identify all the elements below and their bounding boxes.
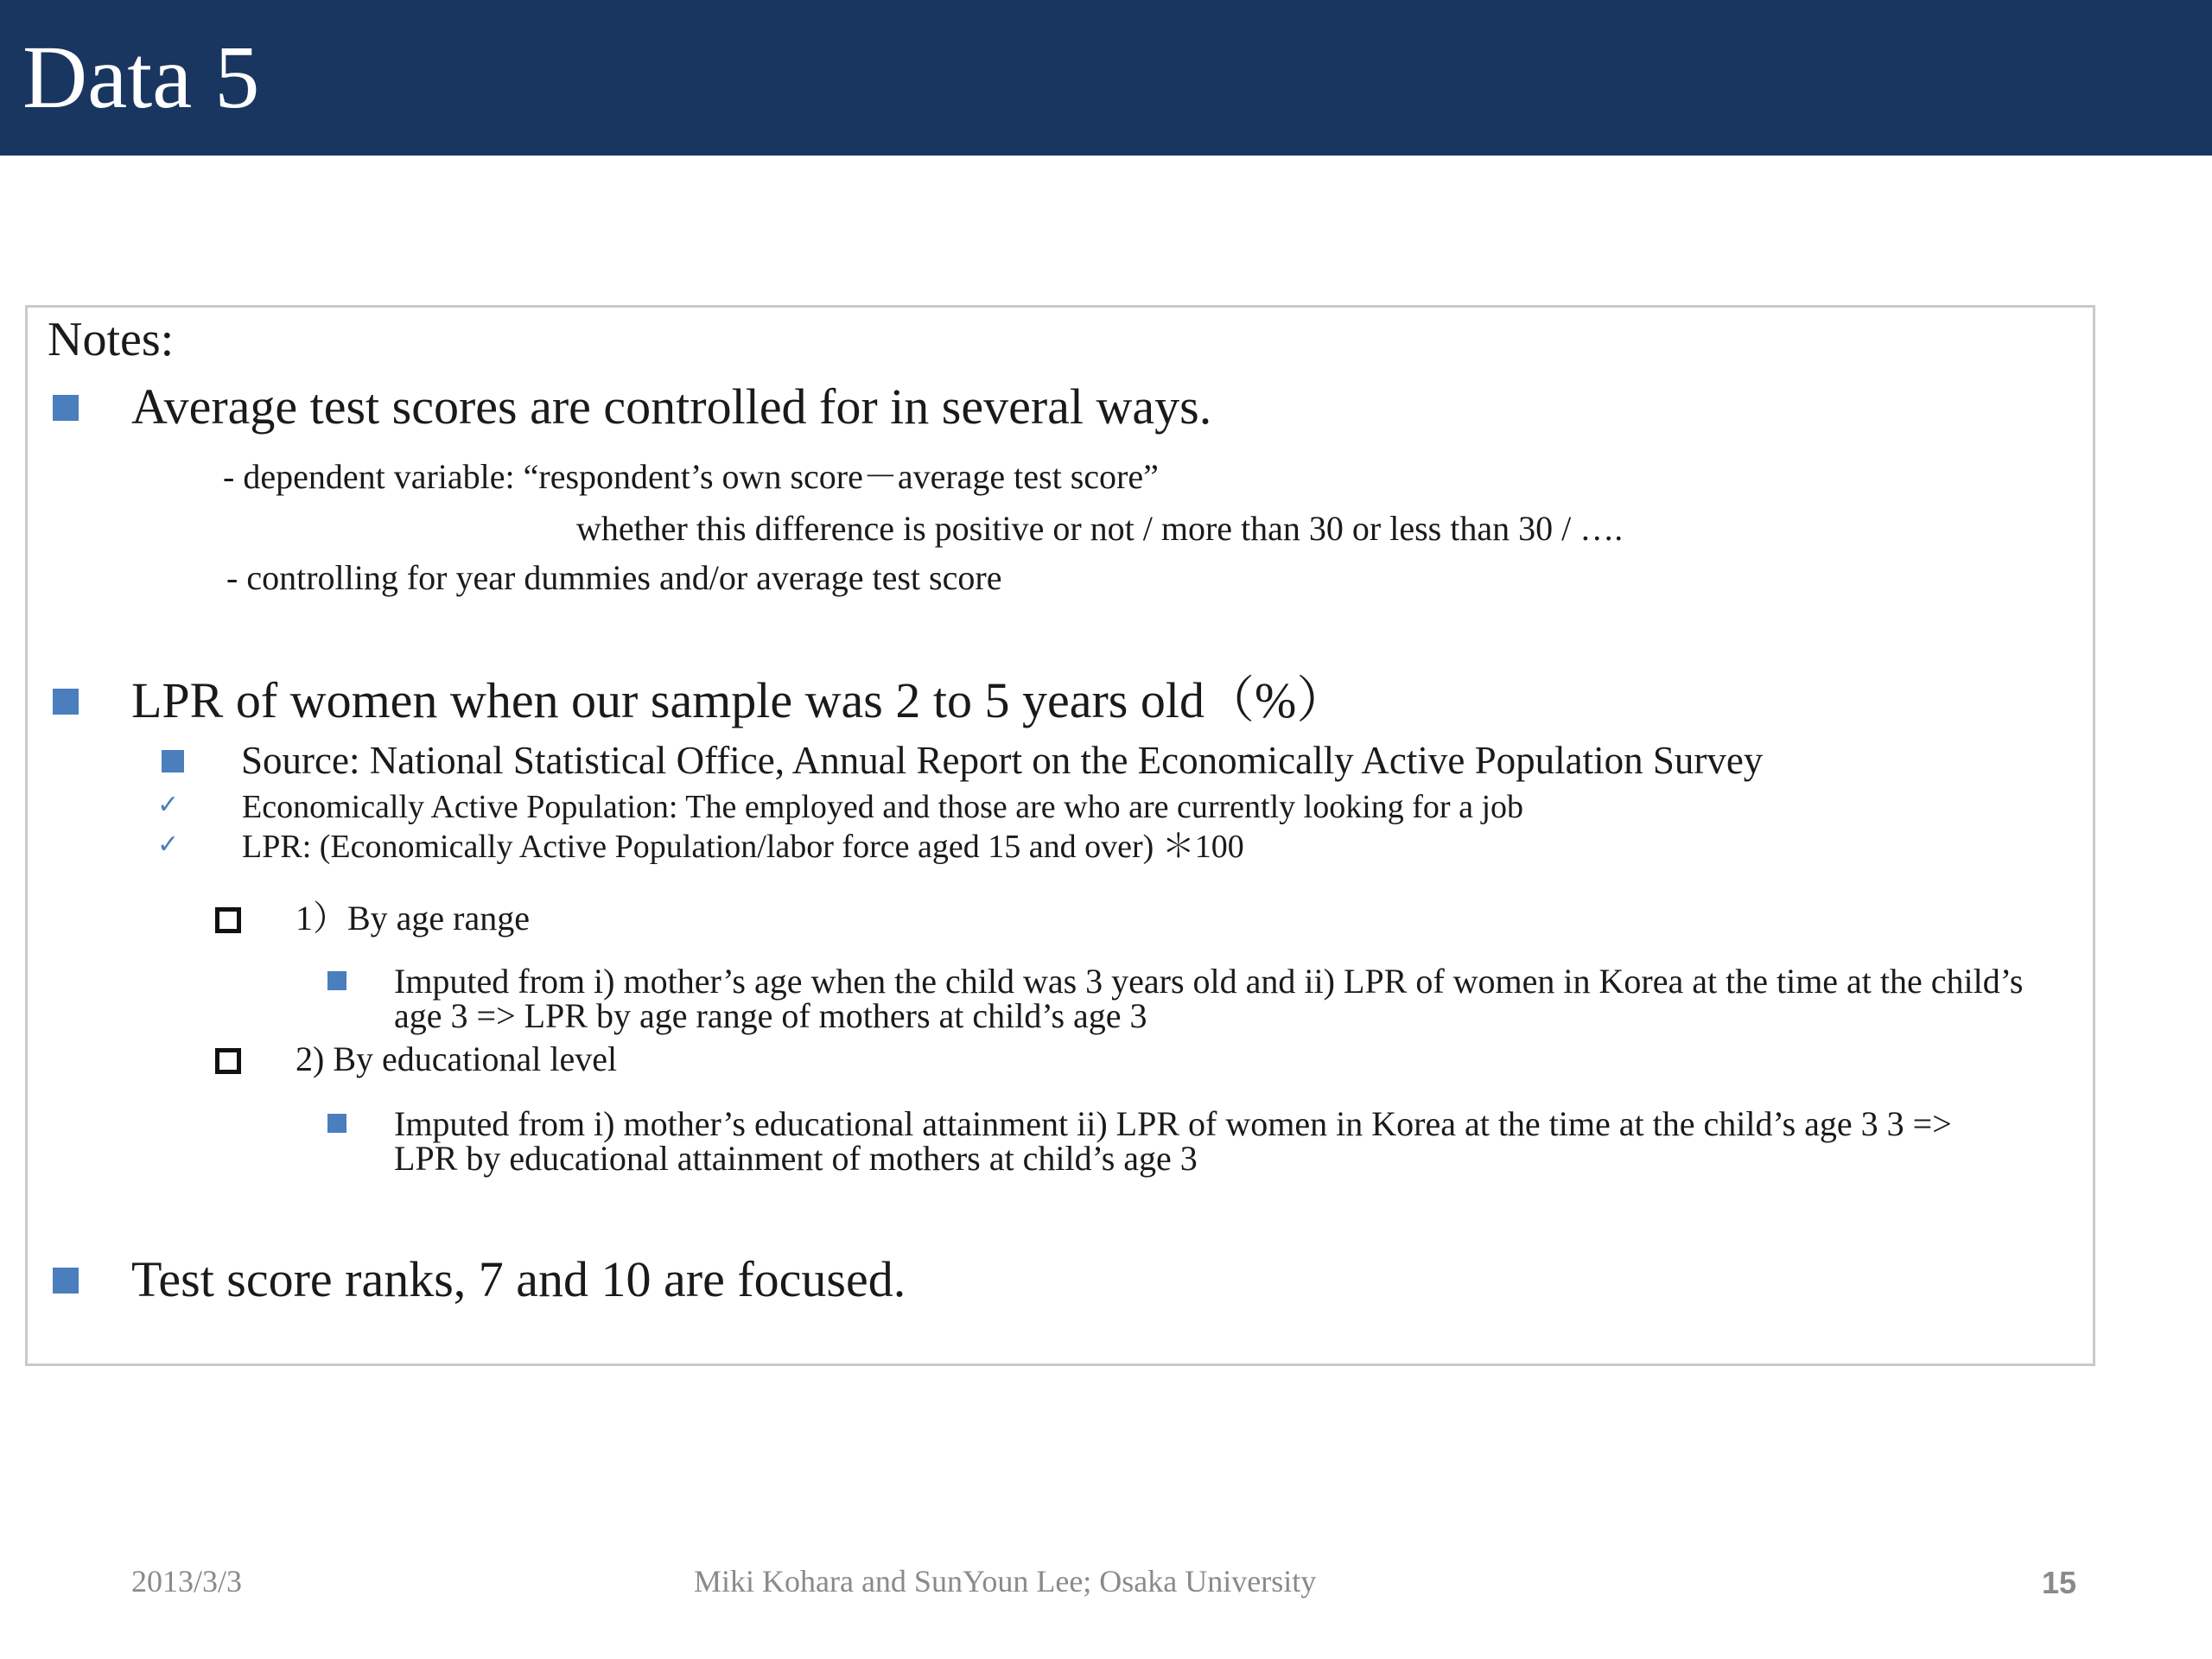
educational-level-detail-line2: LPR by educational attainment of mothers at child’s age 3 xyxy=(394,1139,1198,1178)
economically-active-population-note: Economically Active Population: The employed and those are who are currently looking for a job xyxy=(242,789,1524,825)
dependent-variable-note: - dependent variable: “respondent’s own score－average test score” xyxy=(223,457,1159,496)
age-range-detail-line1: Imputed from i) mother’s age when the child was 3 years old and ii) LPR of women in Korea at the time at the child’s xyxy=(394,962,2024,1001)
bullet-test-score-ranks: Test score ranks, 7 and 10 are focused. xyxy=(131,1251,906,1307)
square-bullet-icon xyxy=(53,689,79,715)
bullet-lpr-of-women: LPR of women when our sample was 2 to 5 years old（%） xyxy=(131,672,1347,728)
checkmark-icon: ✓ xyxy=(157,830,180,860)
checkmark-icon: ✓ xyxy=(157,790,180,820)
lpr-definition-note: LPR: (Economically Active Population/labor force aged 15 and over) ＊100 xyxy=(242,829,1244,865)
dependent-variable-continuation: whether this difference is positive or not / more than 30 or less than 30 / …. xyxy=(576,509,1624,548)
square-bullet-icon xyxy=(53,1268,79,1294)
square-bullet-icon xyxy=(327,971,346,990)
slide-title: Data 5 xyxy=(22,28,260,127)
notes-heading: Notes: xyxy=(48,313,175,366)
footer-date: 2013/3/3 xyxy=(131,1564,243,1599)
source-note: Source: National Statistical Office, Annual Report on the Economically Active Population Survey xyxy=(241,739,1764,782)
age-range-detail-line2: age 3 => LPR by age range of mothers at child’s age 3 xyxy=(394,996,1147,1035)
square-bullet-icon xyxy=(162,750,184,772)
page-number: 15 xyxy=(2042,1565,2077,1600)
controlling-note: - controlling for year dummies and/or average test score xyxy=(226,558,1002,597)
square-bullet-icon xyxy=(53,395,79,421)
title-bar xyxy=(0,0,2212,156)
option-by-educational-level: 2) By educational level xyxy=(296,1039,618,1078)
hollow-square-bullet-icon xyxy=(215,1048,241,1074)
bullet-average-test-scores: Average test scores are controlled for in several ways. xyxy=(131,378,1212,435)
square-bullet-icon xyxy=(327,1114,346,1133)
option-by-age-range: 1）By age range xyxy=(296,899,531,938)
hollow-square-bullet-icon xyxy=(215,907,241,933)
educational-level-detail-line1: Imputed from i) mother’s educational attainment ii) LPR of women in Korea at the time at the child’s age 3 3 => xyxy=(394,1104,1952,1143)
footer-authors: Miki Kohara and SunYoun Lee; Osaka University xyxy=(694,1564,1317,1599)
